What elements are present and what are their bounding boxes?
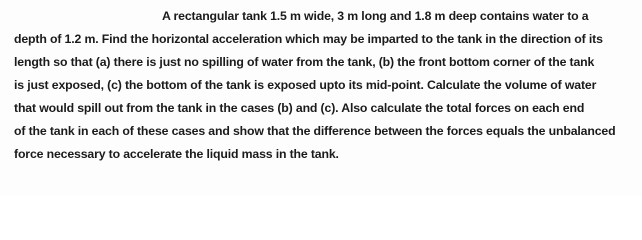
problem-line-2: depth of 1.2 m. Find the horizontal acceleration which may be imparted to the tank in the direction of its <box>14 32 603 46</box>
problem-line-6: of the tank in each of these cases and show that the difference between the forces equals the unbalanced <box>14 124 616 138</box>
problem-line-5: that would spill out from the tank in the cases (b) and (c). Also calculate the total forces on each end <box>14 101 585 115</box>
problem-line-3: length so that (a) there is just no spilling of water from the tank, (b) the front bottom corner of the tank <box>14 55 595 69</box>
problem-line-7: force necessary to accelerate the liquid mass in the tank. <box>14 147 339 161</box>
problem-line-1: A rectangular tank 1.5 m wide, 3 m long and 1.8 m deep contains water to a <box>162 9 589 23</box>
problem-line-4: is just exposed, (c) the bottom of the tank is exposed upto its mid-point. Calculate the volume of water <box>14 78 597 92</box>
